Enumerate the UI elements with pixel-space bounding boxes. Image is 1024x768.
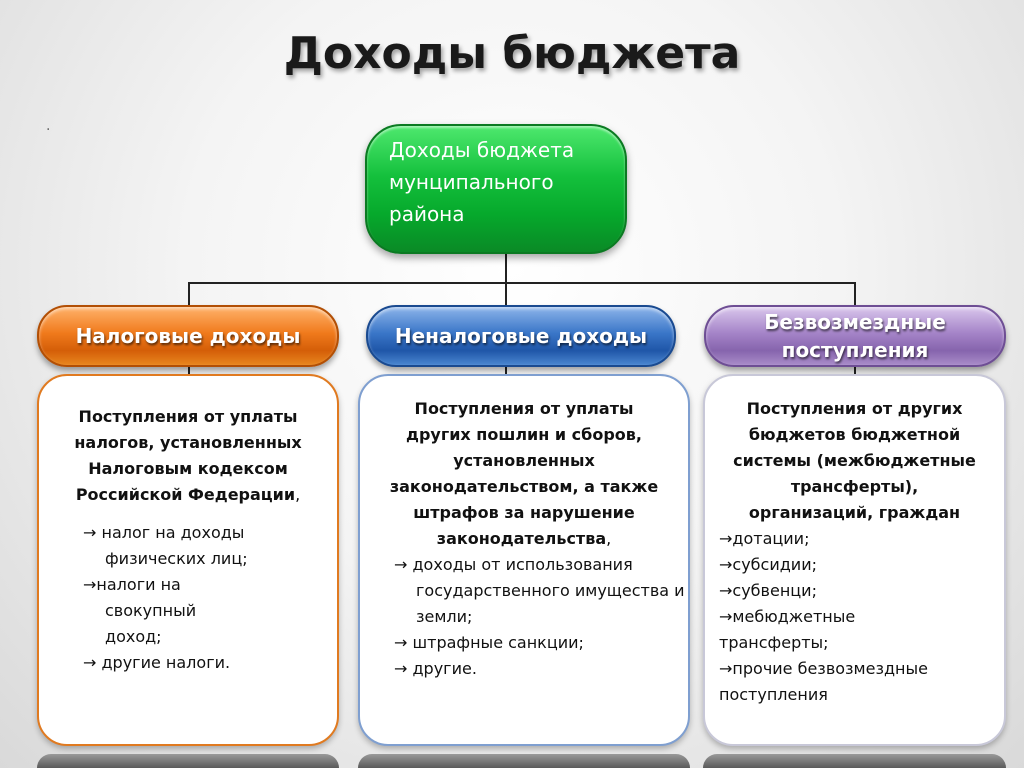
detail-box-gratuitous (703, 374, 1006, 746)
heading-line: законодательством, а также (389, 477, 659, 496)
heading-line: Налоговым кодексом (88, 459, 288, 478)
category-gratuitous-label: Безвозмездные поступления (764, 310, 946, 362)
heading-suffix: , (295, 485, 301, 504)
root-line-1: Доходы бюджета (389, 138, 575, 162)
list-item: →дотации; (719, 529, 810, 548)
connector-left (188, 282, 190, 306)
connector-horizontal (188, 282, 856, 284)
list-item: → другие налоги. (83, 653, 231, 672)
category-gratuitous-receipts (704, 305, 1006, 367)
detail-list-tax (53, 520, 323, 676)
list-item: →субсидии; (719, 555, 817, 574)
heading-line: Поступления от других (746, 399, 963, 418)
list-item: →налоги на свокупный доход; (83, 575, 197, 646)
list-item: →прочие безвозмездные поступления (719, 659, 928, 704)
root-line-3: района (389, 202, 465, 226)
heading-line: трансферты), (790, 477, 919, 496)
list-item: →субвенци; (719, 581, 817, 600)
page-title: Доходы бюджета (283, 28, 741, 79)
heading-line (374, 526, 674, 552)
heading-line: Поступления от уплаты (414, 399, 634, 418)
root-line-2: мунципального (389, 170, 554, 194)
heading-line: системы (межбюджетные (733, 451, 976, 470)
detail-list-gratuitous (719, 526, 990, 708)
bullet-marker: . (46, 118, 51, 134)
detail-box-non-tax (358, 374, 690, 746)
category-non-tax-label: Неналоговые доходы (394, 324, 648, 348)
heading-line: штрафов за нарушение (413, 503, 635, 522)
list-item: → другие. (394, 659, 477, 678)
list-item: →мебюджетные трансферты; (719, 607, 856, 652)
heading-line-text: Российской Федерации (75, 485, 296, 504)
heading-suffix: , (606, 529, 612, 548)
detail-heading-non-tax (374, 396, 674, 552)
detail-list-non-tax (374, 552, 685, 682)
heading-line: организаций, граждан (748, 503, 961, 522)
category-tax-label: Налоговые доходы (75, 324, 301, 348)
bottom-shadow-decoration (703, 754, 1006, 768)
heading-line: Поступления от уплаты (78, 407, 298, 426)
detail-heading-gratuitous (719, 396, 990, 526)
detail-heading-tax (53, 404, 323, 508)
heading-line: налогов, установленных (74, 433, 302, 452)
connector-middle (505, 282, 507, 306)
heading-line: бюджетов бюджетной (748, 425, 961, 444)
bottom-shadow-decoration (358, 754, 690, 768)
connector-right (854, 282, 856, 306)
bottom-shadow-decoration (37, 754, 339, 768)
list-item: → штрафные санкции; (394, 633, 584, 652)
root-node (365, 124, 627, 254)
detail-box-tax (37, 374, 339, 746)
heading-line: других пошлин и сборов, (406, 425, 642, 444)
heading-line: установленных (453, 451, 595, 470)
heading-line (53, 482, 323, 508)
list-item: → налог на доходы физических лиц; (83, 523, 248, 568)
category-non-tax-revenue (366, 305, 676, 367)
connector-root-down (505, 254, 507, 282)
list-item: → доходы от использования государственного имущества и земли; (394, 555, 685, 626)
category-tax-revenue (37, 305, 339, 367)
heading-line-text: законодательства (436, 529, 607, 548)
